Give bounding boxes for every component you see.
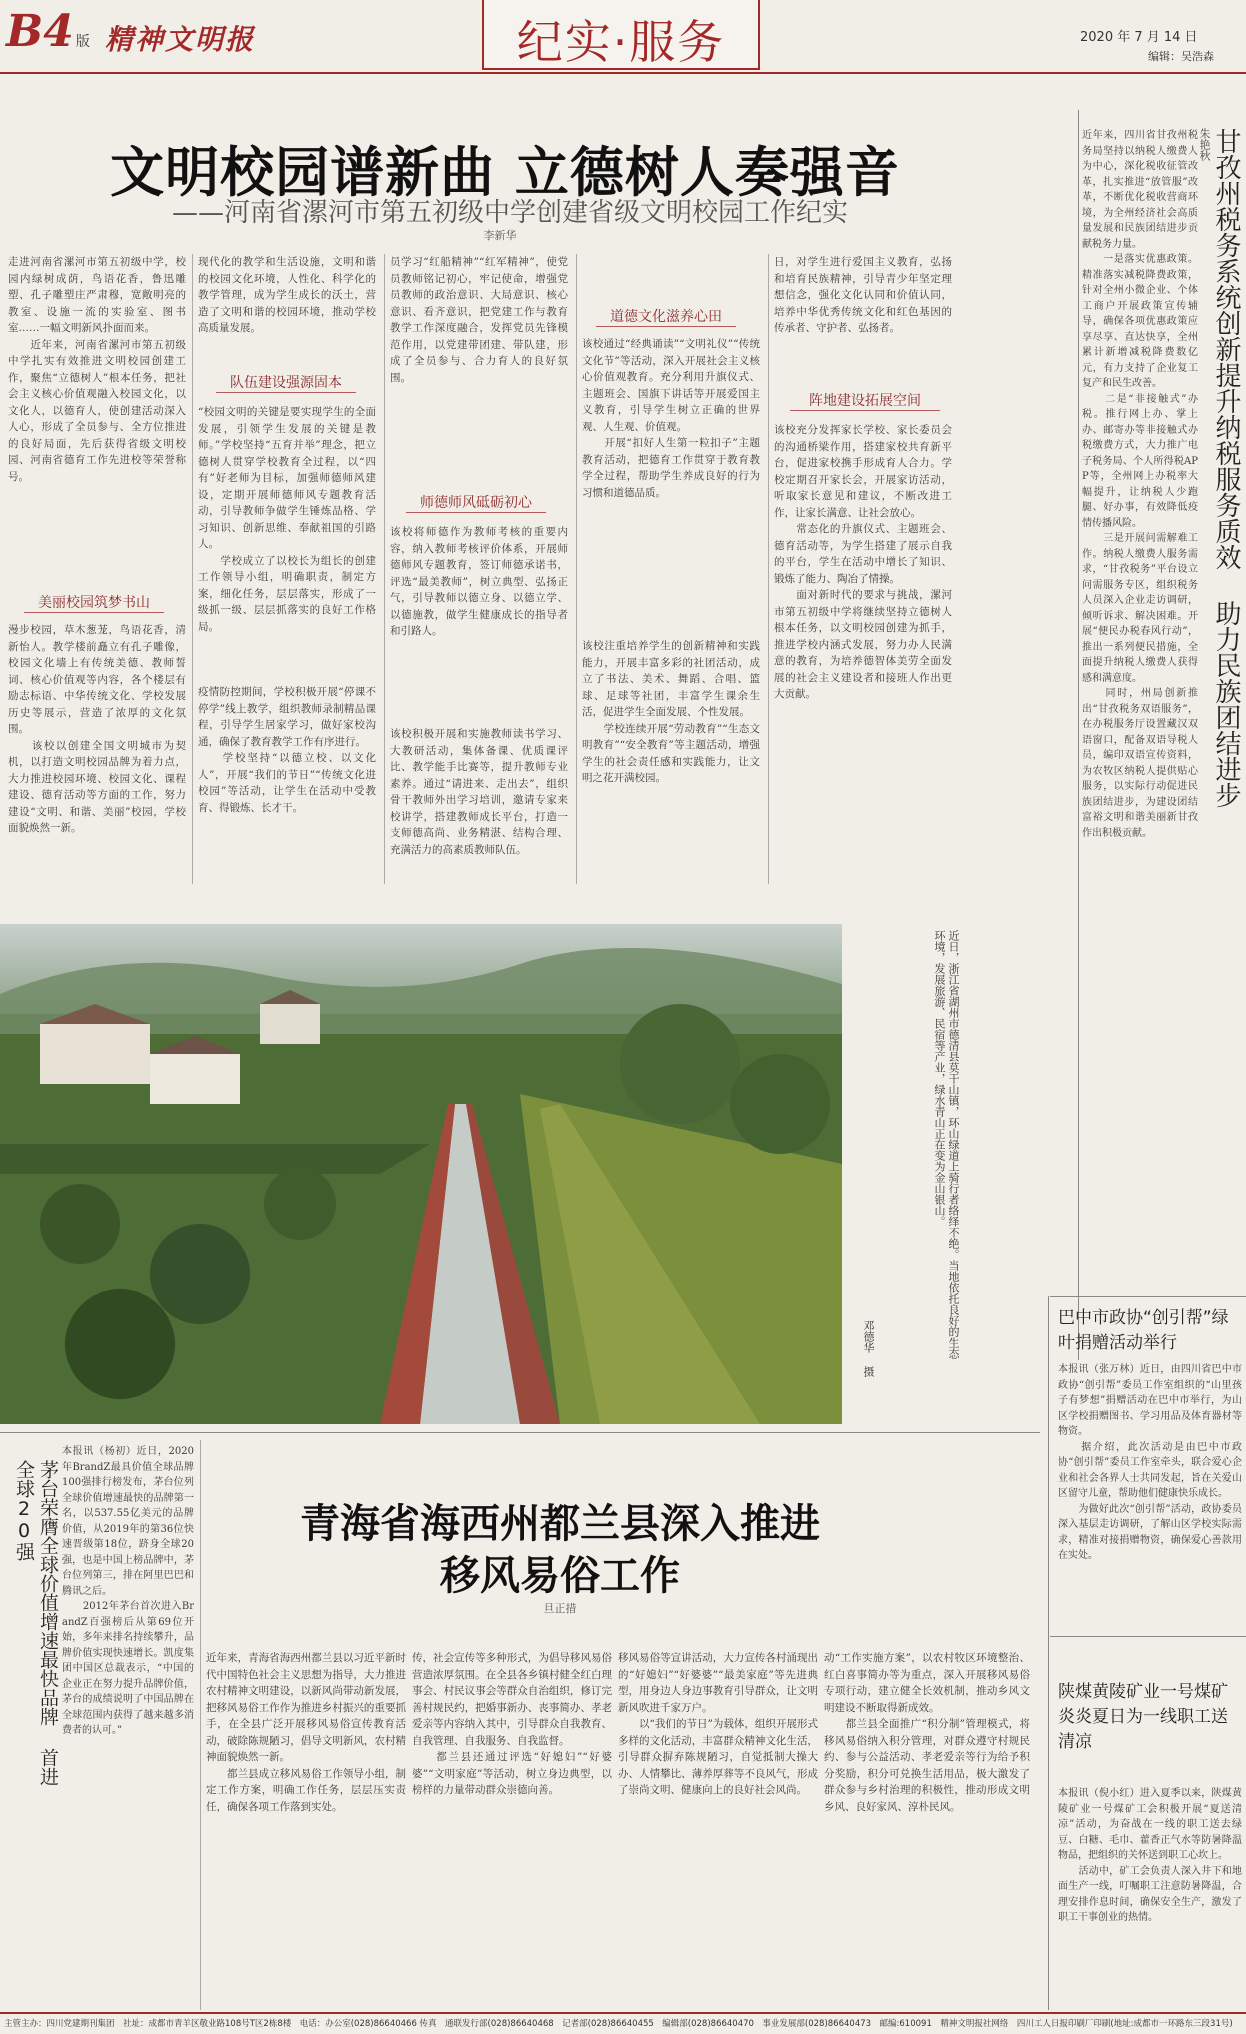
main-col3-b: 该校将师德作为教师考核的重要内容，纳入教师考核评价体系，开展师德师风专题教育，签订师德承诺书，评选“最美教师”，树立典型、弘扬正气，引导教师以德立身、以德立学、以德施教，做学生健康成长的指导者和引路人。 [390, 526, 568, 637]
subhead-team-building: 队伍建设强源固本 [216, 372, 356, 393]
col-rule [576, 254, 577, 884]
main-col1-b: 漫步校园，草木葱茏，鸟语花香，清新怡人。教学楼前矗立有孔子雕像，校园文化墙上有传统美德、教师誓词、核心价值观等内容，各个楼层有励志标语、中华传统文化、学校发展历史等展示，营造了浓厚的文化氛围。 该校以创建全国文明城市为契机，以打造文明校园品牌为着力点，大力推进校园环境、校园文化、课程建设、德育活动等方面的工作，努力建设“文明、和谐、美丽”校园，学校面貌焕然一新。 [8, 624, 186, 834]
paper-name: 精神文明报 [105, 23, 256, 56]
bazhong-title: 巴中市政协“创引帮”绿叶捐赠活动举行 [1058, 1308, 1229, 1353]
main-col4-a: 该校通过“经典诵读”“文明礼仪”“传统文化节”等活动，深入开展社会主义核心价值观教育。充分利用升旗仪式、主题班会、国旗下讲话等开展爱国主义教育，引导学生树立正确的世界观、人生观、价值观。 开展“扣好人生第一粒扣子”主题教育活动，把德育工作贯穿于教育教学全过程，帮助学生养成良好的行为习惯和道德品质。 [582, 338, 760, 499]
main-col2-b: “校园文明的关键是要实现学生的全面发展，引领学生发展的关键是教师。”学校坚持“五育并举”理念，把立德树人贯穿学校教育全过程，以“四有”好老师为目标，加强师德师风建设，定期开展师德师风专题教育活动，引导教师争做学生锤炼品格、学习知识、创新思维、奉献祖国的引路人。 学校成立了以校长为组长的创建工作领导小组，明确职责，制定方案，细化任务，层层落实，形成了一级抓一级、层层抓落实的良好工作格局。 [198, 406, 376, 633]
col-rule [200, 1440, 201, 2010]
photo-credit: 邓德华 摄 [862, 1320, 875, 1377]
moutai-title: 茅台荣膺全球价值增速最快品牌 首进全球20强 [13, 1460, 59, 1786]
main-col5-a: 日，对学生进行爱国主义教育，弘扬和培育民族精神，引导青少年坚定理想信念，强化文化认同和价值认同，培养中华优秀传统文化和红色基因的传承者、守护者、弘扬者。 [774, 256, 952, 334]
bazhong-body: 本报讯（张万林）近日，由四川省巴中市政协“创引帮”委员工作室组织的“山里孩子有梦想”捐赠活动在巴中市举行，为山区学校捐赠图书、学习用品及体育器材等物资。 据介绍，此次活动是由巴中市政协“创引帮”委员工作室牵头，联合爱心企业和社会各界人士共同发起，旨在关爱山区留守儿童，帮助他们健康快乐成长。 为做好此次“创引帮”活动，政协委员深入基层走访调研，了解山区学校实际需求，精准对接捐赠物资，确保爱心善款用在实处。 [1058, 1364, 1242, 1561]
main-col4-b: 该校注重培养学生的创新精神和实践能力，开展丰富多彩的社团活动，成立了书法、美术、舞蹈、合唱、篮球、足球等社团，丰富学生课余生活，促进学生全面发展、个性发展。 学校连续开展“劳动教育”“生态文明教育”“安全教育”等主题活动，增强学生的社会责任感和实践能力，让文明之花开满校园。 [582, 640, 760, 784]
main-col2-c: 疫情防控期间，学校积极开展“停课不停学”线上教学，组织教师录制精品课程，引导学生居家学习，做好家校沟通，确保了教育教学工作有序进行。 学校坚持“以德立校、以文化人”，开展“我们的节日”“传统文化进校园”等活动，让学生在活动中受教育、得锻炼、长才干。 [198, 686, 376, 814]
main-article-title: 文明校园谱新曲 立德树人奏强音 [110, 141, 900, 204]
page-code [6, 6, 90, 57]
page-code-number: B4 [6, 6, 74, 57]
main-col5-b: 该校充分发挥家长学校、家长委员会的沟通桥梁作用，搭建家校共育新平台，促进家校携手形成育人合力。学校定期召开家长会，开展家访活动，听取家长意见和建议，不断改进工作，让家长满意、让社会放心。 常态化的升旗仪式、主题班会、德育活动等，为学生搭建了展示自我的平台，学生在活动中增长了知识、锻炼了能力、陶冶了情操。 面对新时代的要求与挑战，漯河市第五初级中学将继续坚持立德树人根本任务，以文明校园创建为抓手，推进学校内涵式发展，努力办人民满意的教育，为培养德智体美劳全面发展的社会主义建设者和接班人作出更大贡献。 [774, 424, 952, 700]
subhead-moral-culture: 道德文化滋养心田 [596, 306, 736, 327]
right-col-rule [1048, 1296, 1049, 2010]
qinghai-col3: 移风易俗等宣讲活动，大力宣传各村涌现出的“好媳妇”“好婆婆”“最美家庭”等先进典型，用身边人身边事教育引导群众，让文明新风吹进千家万户。 以“我们的节日”为载体，组织开展形式多样的文化活动，丰富群众精神文化生活，引导群众摒弃陈规陋习，自觉抵制大操大办、人情攀比、薄养厚葬等不良风气，形成了崇尚文明、健康向上的良好社会风尚。 [618, 1652, 818, 1796]
footer-info: 主管主办：四川党建期刊集团 社址：成都市青羊区敬业路108号T区2栋8楼 电话：办公室(028)86640466 传真 通联发行部(028)86640468 记者部(028)86640455 编辑部(028)86640470 事业发展部(028)86640473 邮编:610091 精神文明报社网络 四川工人日报印刷厂印刷(地址:成都市一环路东三段31号) [4, 2019, 1233, 2029]
shaanxi-title: 陕煤黄陵矿业一号煤矿炎炎夏日为一线职工送清凉 [1058, 1682, 1228, 1752]
page-code-suffix: 版 [75, 34, 90, 50]
footer-rule [0, 2012, 1246, 2014]
editor-credit: 编辑：吴浩森 [1148, 50, 1214, 63]
photo-illustration [0, 924, 842, 1424]
section-rule [0, 1432, 1040, 1433]
section-rule [1050, 1636, 1246, 1637]
col-rule [768, 254, 769, 884]
main-col2-a: 现代化的教学和生活设施，文明和谐的校园文化环境，人性化、科学化的教学管理，成为学生成长的沃土，营造了文明和谐的校园环境，推动学校高质量发展。 [198, 256, 376, 334]
qinghai-col4: 动“工作实施方案”，以农村牧区环境整治、红白喜事简办等为重点，深入开展移风易俗专项行动，建立健全长效机制，推动乡风文明建设不断取得新成效。 都兰县全面推广“积分制”管理模式，将移风易俗纳入积分管理，对群众遵守村规民约、参与公益活动、孝老爱亲等行为给予积分奖励，积分可兑换生活用品，极大激发了群众参与乡村治理的积极性，推动形成文明乡风、良好家风、淳朴民风。 [824, 1652, 1030, 1813]
main-col1-a: 走进河南省漯河市第五初级中学，校园内绿树成荫，鸟语花香，鲁迅雕塑、孔子雕塑庄严肃穆，宽敞明亮的教室、设施一流的实验室、图书室……一幅文明新风扑面而来。 近年来，河南省漯河市第五初级中学扎实有效推进文明校园创建工作，聚焦“立德树人”根本任务，把社会主义核心价值观融入校园文化，以文化人，以德育人，使创建活动深入人心，形成了全员参与、全方位推进的良好局面，先后获得省级文明校园、河南省德育工作先进校等荣誉称号。 [8, 256, 186, 483]
col-rule [192, 254, 193, 884]
side-article-author: 朱艳秋 [1198, 128, 1211, 161]
side-rule [1078, 110, 1079, 1360]
moutai-body: 本报讯（杨初）近日，2020年BrandZ最具价值全球品牌100强排行榜发布，茅台位列全球价值增速最快的品牌第一名，以537.55亿美元的品牌价值，从2019年的第36位快速晋级第18位，跻身全球20强，也是中国上榜品牌中，茅台位列第三，排在阿里巴巴和腾讯之后。 2012年茅台首次进入BrandZ百强榜后从第69位开始，多年来排名持续攀升，品牌价值实现快速增长。凯度集团中国区总裁表示，“中国的企业正在努力提升品牌价值，茅台的成绩说明了中国品牌在全球范围内获得了越来越多消费者的认可。” [62, 1446, 194, 1736]
qinghai-title: 青海省海西州都兰县深入推进移风易俗工作 [300, 1501, 820, 1599]
subhead-teacher-ethics: 师德师风砥砺初心 [406, 492, 546, 513]
photo-caption: 近日，浙江省湖州市德清县莫干山镇，环山绿道上骑行者络绎不绝。当地依托良好的生态环境，发展旅游、民宿等产业，绿水青山正在变为金山银山。 [933, 930, 960, 1359]
issue-date: 2020 年 7 月 14 日 [1080, 30, 1198, 45]
main-col3-a: 员学习“红船精神”“红军精神”，使党员教师铭记初心，牢记使命，增强党员教师的政治意识、大局意识、核心意识、看齐意识，把党建工作与教育教学工作深度融合，发挥党员先锋模范作用，以党建带团建、带队建，形成了全员参与、合力育人的良好氛围。 [390, 256, 568, 384]
main-article-subtitle: ——河南省漯河市第五初级中学创建省级文明校园工作纪实 [171, 198, 848, 228]
qinghai-author: 旦正措 [543, 1602, 577, 1615]
shaanxi-body: 本报讯（倪小红）进入夏季以来，陕煤黄陵矿业一号煤矿工会积极开展“夏送清凉”活动，为奋战在一线的职工送去绿豆、白糖、毛巾、藿香正气水等防暑降温物品，把组织的关怀送到职工心坎上。 活动中，矿工会负责人深入井下和地面生产一线，叮嘱职工注意防暑降温，合理安排作息时间，确保安全生产，激发了职工干事创业的热情。 [1058, 1788, 1242, 1923]
section-rule [1050, 1296, 1246, 1297]
side-article-title: 甘孜州税务系统创新提升纳税服务质效 助力民族团结进步 [1211, 128, 1241, 808]
side-article-body: 近年来，四川省甘孜州税务局坚持以纳税人缴费人为中心，深化税收征管改革，扎实推进“放管服”改革，不断优化税收营商环境，为全州经济社会高质量发展和民族团结进步贡献税务力量。 一是落实优惠政策。精准落实减税降费政策，针对全州小微企业、个体工商户开展政策宣传辅导，确保各项优惠政策应享尽享、直达快享，全州累计新增减税降费数亿元，有力支持了企业复工复产和民生改善。 二是“非接触式”办税。推行网上办、掌上办、邮寄办等非接触式办税缴费方式，大力推广电子税务局、个人所得税APP等，全州网上办税率大幅提升，让纳税人少跑腿、好办事，有效降低疫情传播风险。 三是开展问需解难工作。纳税人缴费人服务需求，“甘孜税务”平台设立问需服务专区，组织税务人员深入企业走访调研，倾听诉求、解决困难。开展“便民办税春风行动”，推出一系列便民措施，全面提升纳税人缴费人获得感和满意度。 同时，州局创新推出“甘孜税务双语服务”，在办税服务厅设置藏汉双语窗口，配备双语导税人员，编印双语宣传资料，为农牧区纳税人提供贴心服务，以实际行动促进民族团结进步，为建设团结富裕文明和谐美丽新甘孜作出积极贡献。 [1082, 130, 1198, 839]
subhead-beautiful-campus: 美丽校园筑梦书山 [24, 592, 164, 613]
qinghai-col2: 传，社会宣传等多种形式，为倡导移风易俗营造浓厚氛围。在全县各乡镇村健全红白理事会、村民议事会等群众自治组织，修订完善村规民约，把婚事新办、丧事简办、孝老爱亲等内容纳入其中，引导群众自我教育、自我管理、自我服务、自我监督。 都兰县还通过评选“好媳妇”“好婆婆”“文明家庭”等活动，树立身边典型，以榜样的力量带动群众崇德向善。 [412, 1652, 612, 1796]
header-rule [0, 72, 1246, 74]
main-col3-c: 该校积极开展和实施教师读书学习、大教研活动，集体备课、优质课评比、教学能手比赛等，提升教师专业素养。通过“请进来、走出去”，组织骨干教师外出学习培训，邀请专家来校讲学，搭建教师成长平台，打造一支师德高尚、业务精湛、结构合理、充满活力的高素质教师队伍。 [390, 728, 568, 856]
main-article-author: 李新华 [483, 229, 517, 242]
qinghai-col1: 近年来，青海省海西州都兰县以习近平新时代中国特色社会主义思想为指导，大力推进农村精神文明建设，以新风尚带动新发展，把移风易俗工作作为推进乡村振兴的重要抓手，在全县广泛开展移风易俗宣传教育活动，破除陈规陋习，倡导文明新风，农村精神面貌焕然一新。 都兰县成立移风易俗工作领导小组，制定工作方案，明确工作任务，层层压实责任，确保各项工作落到实处。 [206, 1652, 406, 1813]
section-title: 纪实·服务 [516, 15, 726, 69]
page-header [0, 0, 1246, 72]
col-rule [384, 254, 385, 884]
cycling-photo [0, 924, 842, 1424]
subhead-positions: 阵地建设拓展空间 [790, 390, 940, 411]
